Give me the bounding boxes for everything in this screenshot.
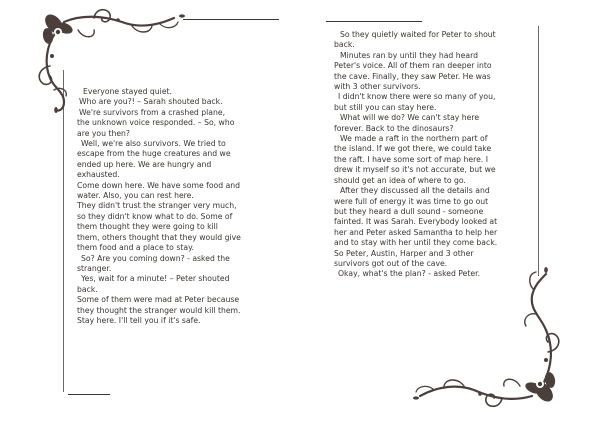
flourish-corner-bottom-right-icon (408, 256, 564, 412)
right-line: fainted. It was Sarah. Everybody looked at (334, 217, 498, 227)
right-line: the island. If we got there, we could take (334, 144, 492, 154)
left-line: them thought they were going to kill (77, 222, 218, 232)
left-line: Come down here. We have some food and (77, 180, 241, 190)
left-vertical-rule (63, 70, 64, 392)
right-top-rule (326, 21, 422, 22)
left-line: stranger. (77, 263, 112, 273)
right-line: We made a raft in the northern part of (340, 134, 488, 144)
left-line: the unknown voice responded. – So, who (77, 118, 235, 128)
left-line: so they didn't know what to do. Some of (77, 211, 233, 221)
right-vertical-rule (538, 26, 539, 276)
right-page-text (334, 30, 528, 280)
left-line: Some of them were mad at Peter because (77, 295, 240, 305)
left-line: exhausted. (77, 170, 120, 180)
right-line: Okay, what's the plan? - asked Peter. (338, 269, 481, 279)
left-line: them food and a place to stay. (77, 243, 194, 253)
right-line: survivors got out of the cave. (334, 258, 448, 268)
right-line: the cave. Finally, they saw Peter. He was (334, 71, 491, 81)
left-line: Stay here. I'll tell you if it's safe. (77, 315, 201, 325)
left-line: them, others thought that they would give (77, 232, 241, 242)
left-page-text (77, 87, 270, 326)
left-line: water. Also, you can rest here. (77, 191, 194, 201)
right-line: with 3 other survivors. (334, 82, 421, 92)
right-line: back. (334, 40, 355, 50)
flourish-corner-top-left-icon (34, 6, 194, 116)
left-bottom-rule (68, 394, 110, 395)
left-line: Who are you?! – Sarah shouted back. (79, 97, 223, 107)
left-line: back. (77, 284, 98, 294)
left-line: are you then? (77, 128, 131, 138)
right-line: Minutes ran by until they had heard (340, 50, 478, 60)
right-line: should get an idea of where to go. (334, 175, 466, 185)
right-line: So they quietly waited for Peter to shout (340, 30, 496, 39)
right-line: and to stay with her until they come back. (334, 238, 498, 248)
right-line: were full of energy it was time to go out (334, 196, 489, 206)
left-line: ended up here. We are hungry and (77, 159, 212, 169)
left-top-rule (183, 19, 279, 20)
right-line: but they heard a dull sound - someone (334, 206, 484, 216)
right-line: her and Peter asked Samantha to help her (334, 227, 498, 237)
left-line: Everyone stayed quiet. (83, 87, 173, 96)
left-line: escape from the huge creatures and we (77, 149, 231, 159)
right-line: I didn't know there were so many of you, (338, 92, 496, 102)
right-line: drew it myself so it's not accurate, but we (334, 165, 496, 175)
left-line: Yes, wait for a minute! – Peter shouted (81, 274, 230, 284)
right-line: forever. Back to the dinosaurs? (334, 123, 454, 133)
right-line: Peter's voice. All of them ran deeper into (334, 61, 492, 71)
left-line: So? Are you coming down? - asked the (81, 253, 230, 263)
left-line: They didn't trust the stranger very much, (77, 201, 237, 211)
right-line: After they discussed all the details and (340, 186, 490, 196)
right-line: the raft. I have some sort of map here. I (334, 154, 488, 164)
left-line: We're survivors from a crashed plane, (79, 107, 226, 117)
right-line: What will we do? We can't stay here (340, 113, 480, 123)
right-line: but still you can stay here. (334, 102, 437, 112)
left-line: they thought the stranger would kill them. (77, 305, 241, 315)
right-line: So Peter, Austin, Harper and 3 other (334, 248, 474, 258)
left-line: Well, we're also survivors. We tried to (81, 139, 226, 149)
